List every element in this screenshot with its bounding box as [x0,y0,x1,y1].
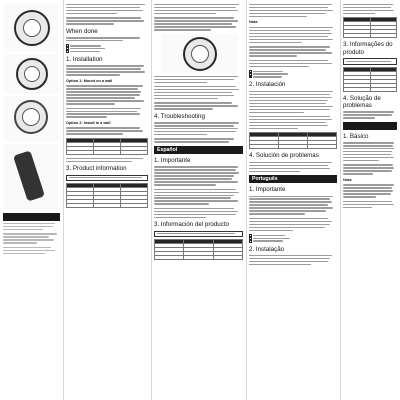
paragraph [343,111,397,118]
language-heading: Português [249,175,337,183]
checkbox-icon [249,76,252,79]
section-heading: 4. Troubleshooting [154,112,205,120]
paragraph [154,166,243,185]
paragraph [343,164,397,174]
option-row [249,76,337,79]
subsection-heading: Nota [343,177,352,182]
section-heading: When done [66,27,98,35]
spec-table [249,132,337,149]
spec-table [66,183,148,208]
section-heading: 3. Product information [66,165,127,173]
checkbox-icon [249,240,252,243]
paragraph [66,158,148,162]
paragraph [249,27,337,43]
language-heading: Español [154,146,243,154]
column-english-spanish [151,0,246,400]
paragraph [154,17,243,30]
paragraph [154,76,243,83]
product-drawing [4,4,60,52]
paragraph [249,255,337,265]
spec-table [154,239,243,260]
paragraph [66,37,148,41]
subsection-heading: Option 2: Install in a wall [66,120,111,125]
column-drawings [0,0,63,400]
column-spanish-portuguese [246,0,340,400]
paragraph [249,196,337,215]
spec-table [343,67,397,92]
product-drawing [4,96,60,142]
section-heading: 4. Solución de problemas [249,152,319,160]
section-heading: 4. Solução de problemas [343,94,381,109]
section-heading: 2. Instalación [249,81,286,89]
language-bar [3,213,60,221]
product-drawing [161,34,237,74]
checkbox-icon [66,50,69,53]
paragraph [66,4,148,14]
section-heading: 1. Installation [66,55,103,63]
option-row [249,240,337,243]
paragraph [154,102,243,109]
paragraph [66,127,148,134]
paragraph [154,4,243,14]
subsection-heading: Nota [249,20,258,25]
dial-center [191,45,209,63]
paragraph [249,46,337,56]
dial-center [23,19,41,37]
paragraph [249,60,337,67]
paragraph [249,162,337,172]
product-drawing [4,144,60,210]
section-heading: 2. Instalação [249,245,285,253]
note-box [343,58,397,64]
paragraph [249,4,337,17]
paragraph [343,4,397,14]
paragraph [3,233,60,243]
section-heading: 1. Básico [343,132,369,140]
paragraph [3,247,60,254]
paragraph [249,218,337,231]
paragraph [154,138,243,142]
paragraph [249,91,337,113]
column-portuguese [340,0,400,400]
note-box [66,175,148,181]
paragraph [154,86,243,99]
paragraph [66,85,148,104]
spec-table [343,17,397,38]
section-heading: 3. Informações do produto [343,41,393,56]
paragraph [66,65,148,75]
spec-table [66,138,148,155]
section-heading: 3. Información del producto [154,221,229,229]
paragraph [66,17,148,24]
subsection-heading: Option 1: Mount on a wall [66,78,113,83]
paragraph [343,142,397,161]
column-english [63,0,151,400]
paragraph [154,208,243,218]
phone-handset-icon [13,150,45,201]
paragraph [249,116,337,129]
paragraph [343,201,397,208]
note-box [154,231,243,237]
section-heading: 1. Importante [249,186,286,194]
paragraph [66,108,148,118]
paragraph [154,189,243,205]
dial-center [24,66,40,82]
paragraph [3,223,60,230]
language-bar [343,122,397,130]
section-heading: 1. Importante [154,156,191,164]
dial-center [22,108,40,126]
paragraph [154,122,243,135]
paragraph [343,184,397,197]
option-row [66,50,148,53]
product-drawing [4,54,60,94]
